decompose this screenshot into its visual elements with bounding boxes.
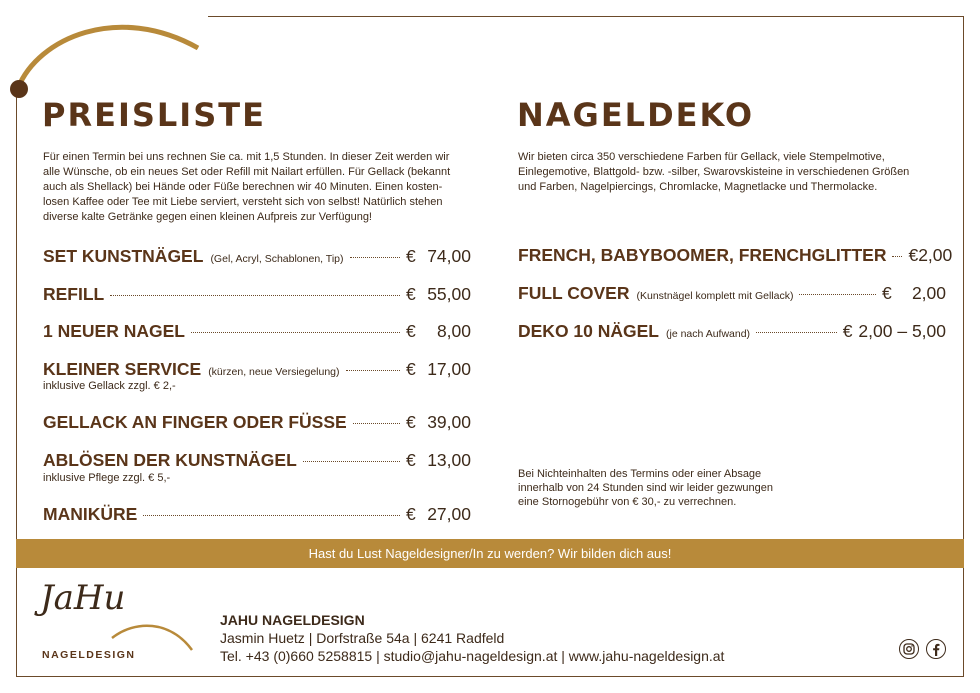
frame-left-line (16, 96, 17, 677)
price-row-subnote: inklusive Pflege zzgl. € 5,- (43, 472, 171, 484)
cancellation-note: Bei Nichteinhalten des Termins oder einer Absage innerhalb von 24 Stunden sind wir leider gezwungen eine Stornogebühr von € 30,- zu verrechnen. (518, 468, 774, 508)
deko-row: FULL COVER (Kunstnägel komplett mit Gellack) € 2,00 (518, 283, 946, 303)
price-row: SET KUNSTNÄGEL (Gel, Acryl, Schablonen, Tip) € 74,00 (43, 246, 471, 266)
price-row: GELLACK AN FINGER ODER FÜSSE € 39,00 (43, 412, 471, 432)
deko-row: FRENCH, BABYBOOMER, FRENCHGLITTER € 2,00 (518, 245, 953, 265)
deko-row: DEKO 10 NÄGEL (je nach Aufwand) € 2,00 – 5,00 (518, 321, 946, 341)
price-row: 1 NEUER NAGEL € 8,00 (43, 321, 471, 341)
right-intro: Wir bieten circa 350 verschiedene Farben für Gellack, viele Stempelmotive, Einlegemotive, Blattgold- bzw. -silber, Swarovskisteine in verschiedenen Größen und Farben, Nagelpiercings, Chromlacke, Magnetlacke und Thermolacke. (518, 151, 910, 193)
right-title: NAGELDEKO (517, 96, 755, 134)
logo-script: JaHu (40, 578, 126, 618)
recruitment-banner: Hast du Lust Nageldesigner/In zu werden? Wir bilden dich aus! (16, 539, 964, 568)
left-title: PREISLISTE (42, 96, 266, 134)
address-line: Jasmin Huetz | Dorfstraße 54a | 6241 Radfeld (220, 630, 505, 646)
price-row: REFILL € 55,00 (43, 284, 471, 304)
left-intro: Für einen Termin bei uns rechnen Sie ca. mit 1,5 Stunden. In dieser Zeit werden wir alle Wünsche, ob ein neues Set oder Refill mit Nailart erfüllen. Für Gellack (bekannt auch als Shellack) bei Hände oder Füße berechnen wir 40 Minuten. Einen kosten- losen Kaffee oder Tee mit Liebe serviert, versteht sich von selbst! Natürlich stehen diverse kalte Getränke gegen einen kleinen Aufpreis zur Verfügung! (43, 151, 451, 223)
instagram-icon[interactable] (899, 639, 919, 659)
facebook-icon[interactable] (926, 639, 946, 659)
price-row: ABLÖSEN DER KUNSTNÄGEL € 13,00 (43, 450, 471, 470)
contact-line: Tel. +43 (0)660 5258815 | studio@jahu-nageldesign.at | www.jahu-nageldesign.at (220, 648, 725, 664)
price-row: MANIKÜRE € 27,00 (43, 504, 471, 524)
price-row: KLEINER SERVICE (kürzen, neue Versiegelung) € 17,00 (43, 359, 471, 379)
swoosh-decoration-icon (8, 8, 208, 108)
logo-wordmark: NAGELDESIGN (42, 649, 136, 661)
company-name: JAHU NAGELDESIGN (220, 612, 365, 628)
price-row-subnote: inklusive Gellack zzgl. € 2,- (43, 380, 176, 392)
